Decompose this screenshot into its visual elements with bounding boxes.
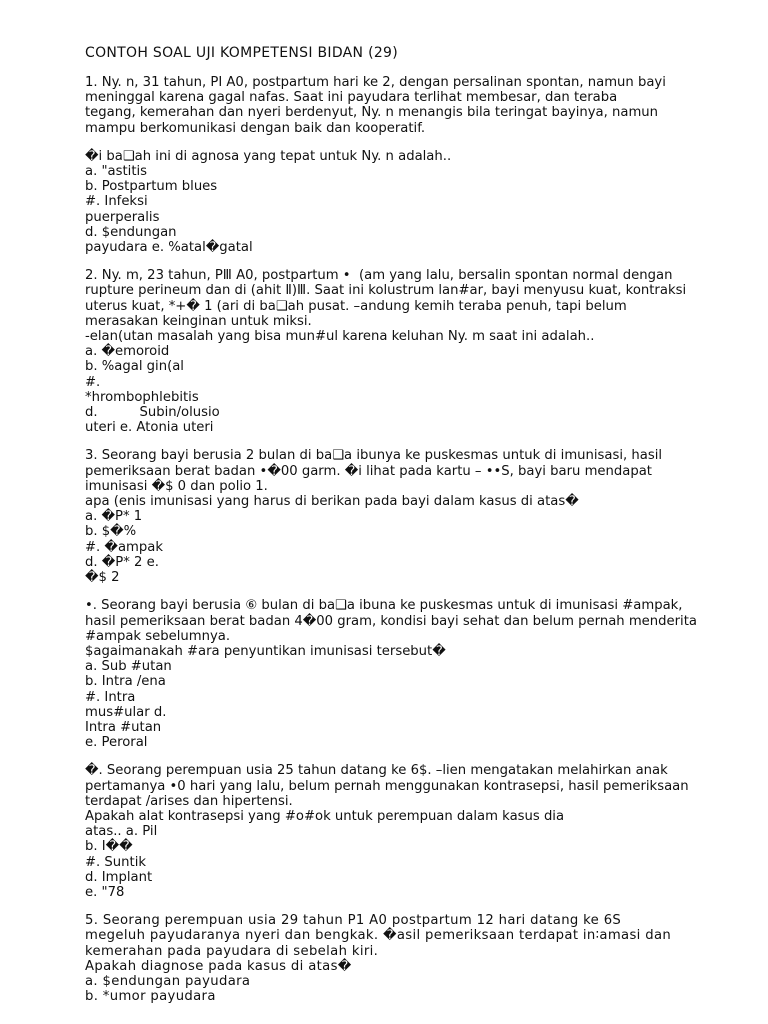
question-list xyxy=(85,75,718,1004)
text-line: imunisasi �$ 0 dan polio 1. xyxy=(85,478,268,494)
text-line: b. Intra /ena xyxy=(85,674,166,690)
text-line: tegang, kemerahan dan nyeri berdenyut, Ny. n menangis bila teringat bayinya, namun xyxy=(85,105,659,121)
text-line: uterus kuat, *+� 1 (ari di ba❑ah pusat. –andung kemih teraba penuh, tapi belum xyxy=(85,298,627,314)
question-block xyxy=(85,598,718,750)
text-line: #. Intra xyxy=(85,689,136,705)
text-line: pemeriksaan berat badan •�00 garm. �i lihat pada kartu – ••S, bayi baru mendapat xyxy=(85,463,652,479)
text-line: a. �P* 1 xyxy=(85,509,143,525)
text-line: d. $endungan xyxy=(85,224,177,240)
text-line: pertamanya •0 hari yang lalu, belum pernah menggunakan kontrasepsi, hasil pemeriksaan xyxy=(85,778,689,794)
text-line: e. Peroral xyxy=(85,735,148,751)
text-line: #ampak sebelumnya. xyxy=(85,628,231,644)
question-block xyxy=(85,763,718,900)
text-line: #. �ampak xyxy=(85,539,163,555)
text-line: atas.. a. Pil xyxy=(85,824,158,840)
text-line: -elan(utan masalah yang bisa mun#ul karena keluhan Ny. m saat ini adalah.. xyxy=(85,329,595,345)
text-line: #. xyxy=(85,374,101,390)
text-line: hasil pemeriksaan berat badan 4�00 gram, kondisi bayi sehat dan belum pernah menderita xyxy=(85,613,697,629)
text-line: $agaimanakah #ara penyuntikan imunisasi tersebut� xyxy=(85,643,446,659)
text-line: a. $endungan payudara xyxy=(85,973,251,989)
text-line: mus#ular d. xyxy=(85,704,167,720)
text-line: d. Subin/olusio xyxy=(85,405,220,421)
text-line: 5. Seorang perempuan usia 29 tahun P1 A0 postpartum 12 hari datang ke 6S xyxy=(85,913,622,929)
text-line: Apakah diagnose pada kasus di atas� xyxy=(85,958,352,974)
text-line: terdapat /arises dan hipertensi. xyxy=(85,793,293,809)
text-line: •. Seorang bayi berusia ⑥ bulan di ba❑a ibuna ke puskesmas untuk di imunisasi #ampak, xyxy=(85,598,683,614)
text-line: apa (enis imunisasi yang harus di berikan pada bayi dalam kasus di atas� xyxy=(85,494,579,510)
text-line: *hrombophlebitis xyxy=(85,389,199,405)
question-block xyxy=(85,75,718,136)
text-line: merasakan keinginan untuk miksi. xyxy=(85,313,312,329)
text-line: d. �P* 2 e. xyxy=(85,554,159,570)
text-line: b. $�% xyxy=(85,524,137,540)
text-line: #. Suntik xyxy=(85,854,146,870)
question-block xyxy=(85,268,718,435)
text-line: mampu berkomunikasi dengan baik dan kooperatif. xyxy=(85,120,426,136)
text-line: �i ba❑ah ini di agnosa yang tepat untuk Ny. n adalah.. xyxy=(85,148,452,164)
question-block xyxy=(85,913,718,1004)
text-line: payudara e. %atal�gatal xyxy=(85,240,253,256)
text-line: d. Implant xyxy=(85,869,153,885)
text-line: #. Infeksi xyxy=(85,194,148,210)
text-line: 2. Ny. m, 23 tahun, PⅢ A0, postpartum • (am yang lalu, bersalin spontan normal dengan xyxy=(85,268,673,284)
text-line: rupture perineum dan di (ahit Ⅱ)Ⅲ. Saat ini kolustrum lan#ar, bayi menyusu kuat, kontraksi xyxy=(85,283,687,299)
text-line: megeluh payudaranya nyeri dan bengkak. �asil pemeriksaan terdapat in∶amasi dan xyxy=(85,928,672,944)
text-line: Apakah alat kontrasepsi yang #o#ok untuk perempuan dalam kasus dia xyxy=(85,808,565,824)
text-line: a. Sub #utan xyxy=(85,659,172,675)
text-line: a. �emoroid xyxy=(85,344,170,360)
text-line: meninggal karena gagal nafas. Saat ini payudara terlihat membesar, dan teraba xyxy=(85,90,618,106)
text-line: e. "78 xyxy=(85,884,125,900)
text-line: kemerahan pada payudara di sebelah kiri. xyxy=(85,943,379,959)
text-line: puerperalis xyxy=(85,209,160,225)
text-line: 1. Ny. n, 31 tahun, PI A0, postpartum hari ke 2, dengan persalinan spontan, namun bayi xyxy=(85,75,666,90)
text-line: b. I�� xyxy=(85,839,133,855)
text-line: Intra #utan xyxy=(85,719,162,735)
question-block xyxy=(85,448,718,585)
text-line: b. *umor payudara xyxy=(85,989,216,1005)
text-line: b. Postpartum blues xyxy=(85,179,218,195)
text-line: �$ 2 xyxy=(85,570,120,586)
text-line: �. Seorang perempuan usia 25 tahun datang ke 6$. –lien mengatakan melahirkan anak xyxy=(85,763,668,779)
text-line: 3. Seorang bayi berusia 2 bulan di ba❑a ibunya ke puskesmas untuk di imunisasi, hasil xyxy=(85,448,663,464)
document-title: CONTOH SOAL UJI KOMPETENSI BIDAN (29) xyxy=(85,45,399,61)
text-line: a. "astitis xyxy=(85,164,148,180)
text-line: uteri e. Atonia uteri xyxy=(85,420,214,436)
text-line: b. %agal gin(al xyxy=(85,359,184,375)
question-block xyxy=(85,149,718,255)
